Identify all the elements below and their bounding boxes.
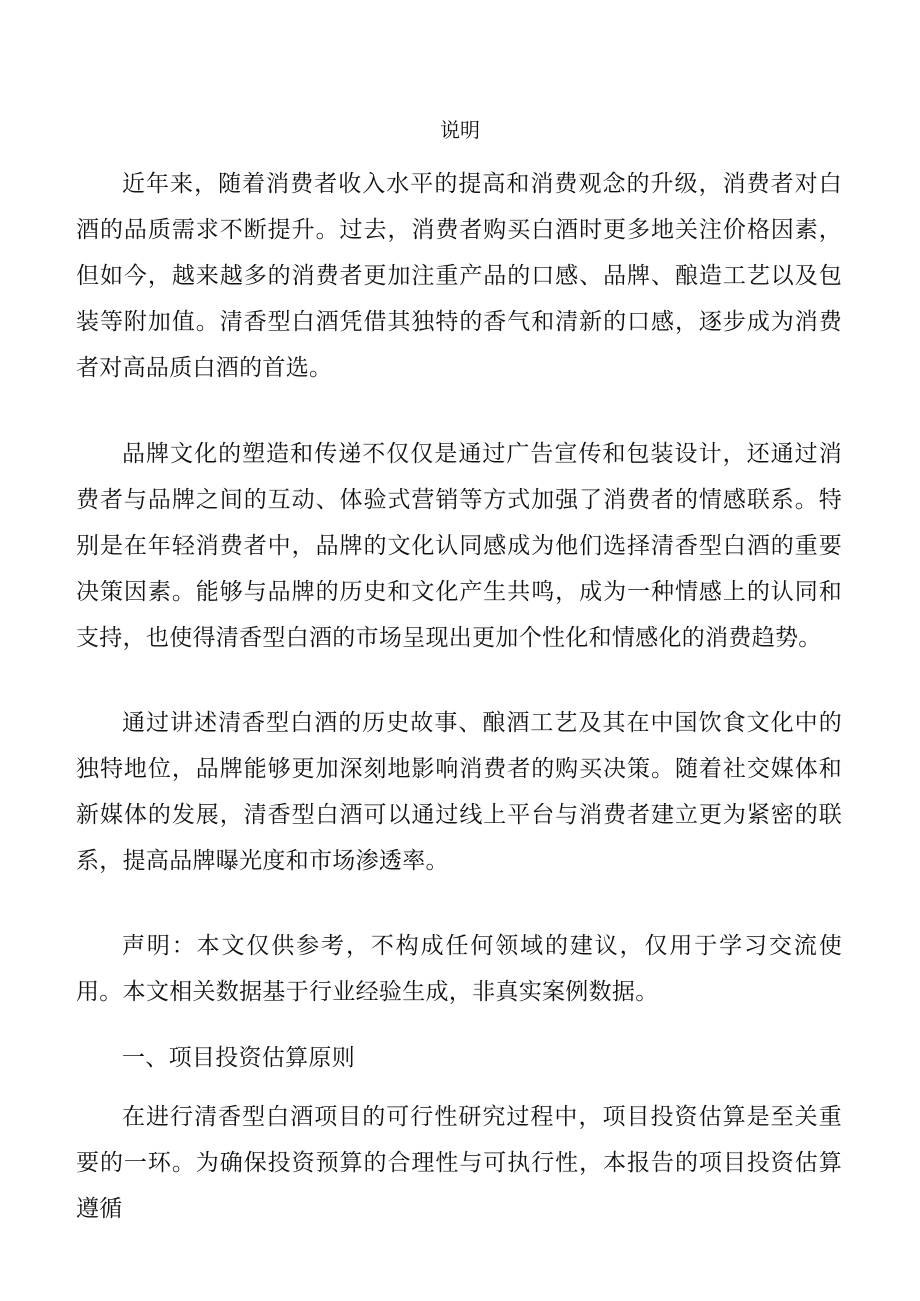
paragraph-disclaimer: 声明：本文仅供参考，不构成任何领域的建议，仅用于学习交流使用。本文相关数据基于行业经验生成，非真实案例数据。 [76,933,842,1005]
section-heading: 一、项目投资估算原则 [122,1045,355,1071]
paragraph-brand-culture: 品牌文化的塑造和传递不仅仅是通过广告宣传和包装设计，还通过消费者与品牌之间的互动、体验式营销等方式加强了消费者的情感联系。特别是在年轻消费者中，品牌的文化认同感成为他们选择清香型白酒的重要决策因素。能够与品牌的历史和文化产生共鸣，成为一种情感上的认同和支持，也使得清香型白酒的市场呈现出更加个性化和情感化的消费趋势。 [76,441,842,651]
paragraph-consumer-demand: 近年来，随着消费者收入水平的提高和消费观念的升级，消费者对白酒的品质需求不断提升。过去，消费者购买白酒时更多地关注价格因素，但如今，越来越多的消费者更加注重产品的口感、品牌、酿造工艺以及包装等附加值。清香型白酒凭借其独特的香气和清新的口感，逐步成为消费者对高品质白酒的首选。 [76,171,842,381]
paragraph-investment-estimate: 在进行清香型白酒项目的可行性研究过程中，项目投资估算是至关重要的一环。为确保投资预算的合理性与可执行性，本报告的项目投资估算遵循 [76,1104,842,1222]
paragraph-brand-story: 通过讲述清香型白酒的历史故事、酿酒工艺及其在中国饮食文化中的独特地位，品牌能够更加深刻地影响消费者的购买决策。随着社交媒体和新媒体的发展，清香型白酒可以通过线上平台与消费者建立更为紧密的联系，提高品牌曝光度和市场渗透率。 [76,710,842,874]
document-title: 说明 [440,118,480,142]
